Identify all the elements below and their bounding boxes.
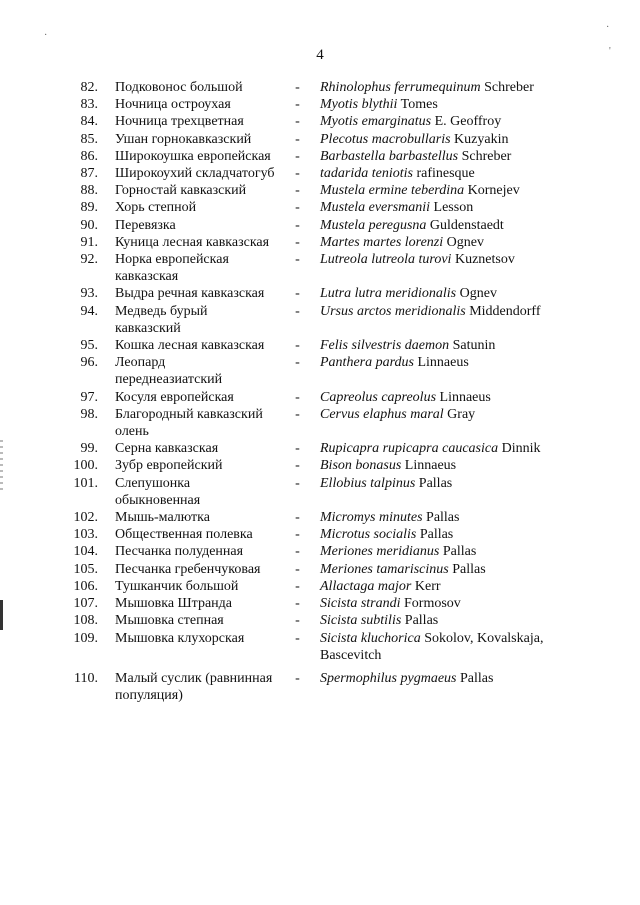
author-name: Ognev [459,286,497,302]
list-item [0,630,640,664]
separator-dash: - [295,286,300,302]
scientific-name [320,148,570,165]
scan-speck: ' [609,46,611,57]
separator-dash: - [295,561,300,577]
author-name: Sokolov, Kovalskaja, Bascevitch [320,630,544,663]
entry-number: 97. [80,389,98,405]
separator-dash: - [295,544,300,560]
latin-name: Capreolus capreolus [320,389,437,405]
scientific-name [320,96,570,113]
latin-name: Allactaga major [320,578,412,594]
common-name: Песчанка гребенчуковая [115,561,261,577]
entry-number: 86. [80,148,98,164]
author-name: Schreber [461,148,512,164]
common-name: Мышовка степная [115,613,224,629]
list-item [0,251,640,285]
latin-name: Mustela ermine teberdina [320,183,465,199]
separator-dash: - [295,527,300,543]
separator-dash: - [295,80,300,95]
separator-dash: - [295,217,300,233]
separator-dash: - [295,114,300,130]
list-item [0,182,640,199]
author-name: Linnaeus [439,389,491,405]
scientific-name [320,113,570,130]
latin-name: Mustela peregusna [320,217,427,233]
scientific-name [320,509,570,526]
latin-name: Myotis emarginatus [320,114,432,130]
author-name: Pallas [460,670,494,686]
list-item [0,578,640,595]
latin-name: Meriones meridianus [320,544,440,560]
scientific-name [320,457,570,474]
scientific-name [320,182,570,199]
common-name: Малый суслик (равнинная популяция) [115,670,273,704]
separator-dash: - [295,613,300,629]
author-name: Linnaeus [417,355,469,371]
author-name: Formosov [404,596,461,612]
author-name: Kornejev [467,183,520,199]
separator-dash: - [295,338,300,354]
separator-dash: - [295,596,300,612]
scientific-name [320,595,570,612]
scientific-name [320,131,570,148]
common-name: Норка европейская кавказская [115,252,229,285]
scientific-name [320,406,570,423]
list-item [0,337,640,354]
entry-number: 92. [80,252,98,268]
entry-number: 102. [73,510,98,526]
author-name: Ognev [446,234,484,250]
latin-name: Lutreola lutreola turovi [320,252,452,268]
separator-dash: - [295,355,300,371]
common-name: Ушан горнокавказский [115,131,252,147]
list-item [0,354,640,388]
scientific-name [320,578,570,595]
author-name: Pallas [452,561,486,577]
list-item [0,234,640,251]
entry-number: 100. [73,458,98,474]
list-item [0,79,640,96]
common-name: Мышовка Штранда [115,596,233,612]
latin-name: Sicista kluchorica [320,630,421,646]
list-item [0,670,640,704]
author-name: Lesson [433,200,474,216]
latin-name: Microtus socialis [320,527,417,543]
author-name: Kerr [414,578,441,594]
latin-name: Bison bonasus [320,458,402,474]
entry-number: 99. [80,441,98,457]
scientific-name [320,440,570,457]
separator-dash: - [295,166,300,182]
author-name: Middendorff [469,303,541,319]
separator-dash: - [295,131,300,147]
entry-number: 103. [73,527,98,543]
scientific-name [320,354,570,371]
scientific-name [320,337,570,354]
separator-dash: - [295,458,300,474]
common-name: Общественная полевка [115,527,253,543]
author-name: Linnaeus [404,458,457,474]
scientific-name [320,79,570,96]
list-item [0,440,640,457]
latin-name: Micromys minutes [320,510,423,526]
scan-speck: · [606,22,610,33]
common-name: Мышовка клухорская [115,630,245,646]
entry-number: 82. [80,80,98,95]
separator-dash: - [295,234,300,250]
latin-name: Plecotus macrobullaris [320,131,451,147]
separator-dash: - [295,389,300,405]
list-item [0,165,640,182]
scientific-name [320,526,570,543]
entry-number: 108. [73,613,98,629]
scientific-name [320,199,570,216]
separator-dash: - [295,630,300,646]
list-item [0,457,640,474]
common-name: Косуля европейская [115,389,234,405]
scientific-name [320,234,570,251]
entry-number: 106. [73,578,98,594]
scientific-name [320,612,570,629]
separator-dash: - [295,475,300,491]
author-name: Kuzyakin [454,131,509,147]
separator-dash: - [295,441,300,457]
scientific-name [320,561,570,578]
entry-number: 105. [73,561,98,577]
entry-number: 107. [73,596,98,612]
scientific-name [320,251,570,268]
entry-number: 93. [80,286,98,302]
separator-dash: - [295,97,300,113]
list-item [0,406,640,440]
entry-number: 84. [80,114,98,130]
author-name: Tomes [400,97,438,113]
scientific-name [320,389,570,406]
list-item [0,131,640,148]
common-name: Слепушонка обыкновенная [115,475,201,508]
list-item [0,96,640,113]
entry-number: 87. [80,166,98,182]
common-name: Благородный кавказский олень [115,406,263,440]
entry-number: 94. [80,303,98,319]
entry-number: 96. [80,355,98,371]
author-name: rafinesque [416,166,475,182]
entry-number: 109. [73,630,98,646]
entry-number: 101. [73,475,98,491]
author-name: Dinnik [501,441,541,457]
separator-dash: - [295,183,300,199]
scientific-name [320,630,570,664]
entry-number: 83. [80,97,98,113]
author-name: Pallas [426,510,460,526]
list-item [0,285,640,302]
author-name: Gray [447,406,476,422]
common-name: Зубр европейский [115,458,223,474]
latin-name: Spermophilus pygmaeus [320,670,457,686]
entry-number: 98. [80,406,98,422]
author-name: Pallas [419,527,454,543]
latin-name: Meriones tamariscinus [320,561,449,577]
entry-number: 90. [80,217,98,233]
separator-dash: - [295,148,300,164]
common-name: Перевязка [115,217,176,233]
latin-name: Rupicapra rupicapra caucasica [320,441,499,457]
latin-name: Sicista strandi [320,596,401,612]
author-name: Pallas [404,613,439,629]
latin-name: Martes martes lorenzi [320,234,444,250]
latin-name: Barbastella barbastellus [320,148,459,164]
species-list [0,79,640,704]
latin-name: Felis silvestris daemon [320,338,450,354]
common-name: Ночница трехцветная [115,114,244,130]
entry-number: 91. [80,234,98,250]
scientific-name [320,303,570,320]
latin-name: Mustela eversmanii [320,200,431,216]
list-item [0,509,640,526]
author-name: E. Geoffroy [434,114,502,130]
entry-number: 95. [80,338,98,354]
scientific-name [320,543,570,560]
author-name: Kuznetsov [454,252,515,268]
separator-dash: - [295,200,300,216]
separator-dash: - [295,510,300,526]
latin-name: Ellobius talpinus [320,475,416,491]
scientific-name [320,165,570,182]
list-item [0,475,640,509]
list-item [0,595,640,612]
scientific-name [320,475,570,492]
separator-dash: - [295,578,300,594]
common-name: Песчанка полуденная [115,544,244,560]
common-name: Выдра речная кавказская [115,286,265,302]
common-name: Широкоушка европейская [115,148,271,164]
common-name: Тушканчик большой [115,578,239,594]
list-item [0,303,640,337]
common-name: Хорь степной [115,200,197,216]
common-name: Серна кавказская [115,441,219,457]
author-name: Satunin [452,338,496,354]
list-item [0,612,640,629]
common-name: Широкоухий складчатогуб [115,166,275,182]
separator-dash: - [295,252,300,268]
scan-speck: · [44,30,48,41]
latin-name: Panthera pardus [320,355,414,371]
scientific-name [320,670,570,687]
latin-name: Rhinolophus ferrumequinum [320,80,481,95]
list-item [0,199,640,216]
list-item [0,217,640,234]
common-name: Ночница остроухая [115,97,231,113]
entry-number: 110. [74,670,98,686]
author-name: Pallas [442,544,477,560]
author-name: Pallas [418,475,453,491]
common-name: Мышь-малютка [115,510,210,526]
page-number: 4 [316,47,324,63]
entry-number: 104. [73,544,98,560]
list-item [0,148,640,165]
list-item [0,389,640,406]
separator-dash: - [295,670,300,686]
common-name: Медведь бурый кавказский [115,303,208,336]
list-item [0,561,640,578]
author-name: Guldenstaedt [429,217,504,233]
common-name: Куница лесная кавказская [115,234,270,250]
common-name: Кошка лесная кавказская [115,338,265,354]
scientific-name [320,217,570,234]
entry-number: 89. [80,200,98,216]
author-name: Schreber [484,80,534,95]
scientific-name [320,285,570,302]
list-item [0,543,640,560]
common-name: Горностай кавказский [115,183,247,199]
latin-name: Lutra lutra meridionalis [320,286,457,302]
latin-name: tadarida teniotis [320,166,413,182]
common-name: Леопард переднеазиатский [115,355,223,388]
common-name: Подковонос большой [115,80,243,95]
latin-name: Cervus elaphus maral [320,406,444,422]
entry-number: 85. [80,131,98,147]
latin-name: Myotis blythii [320,97,398,113]
latin-name: Ursus arctos meridionalis [320,303,466,319]
list-item [0,113,640,130]
separator-dash: - [295,303,300,319]
list-item [0,526,640,543]
separator-dash: - [295,406,300,422]
entry-number: 88. [80,183,98,199]
latin-name: Sicista subtilis [320,613,402,629]
